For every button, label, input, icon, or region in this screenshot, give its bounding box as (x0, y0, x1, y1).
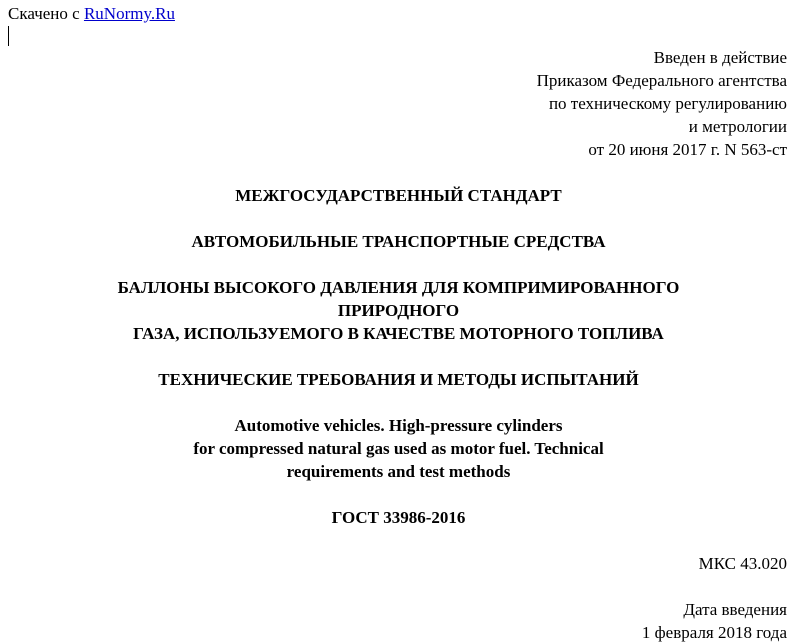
enactment-line: Приказом Федерального агентства (536, 71, 787, 90)
text-cursor (8, 26, 9, 46)
source-line (8, 2, 175, 25)
english-title-line: requirements and test methods (286, 462, 511, 481)
enactment-line: от 20 июня 2017 г. N 563-ст (588, 140, 787, 159)
standard-name-line: ПРИРОДНОГО (337, 301, 460, 320)
mks-code: МКС 43.020 (698, 554, 787, 573)
effective-date-label: Дата введения (683, 600, 787, 619)
standard-name-line: ГАЗА, ИСПОЛЬЗУЕМОГО В КАЧЕСТВЕ МОТОРНОГО ТОПЛИВА (133, 324, 664, 343)
enactment-line: Введен в действие (653, 48, 787, 67)
source-prefix: Скачено с (8, 4, 84, 23)
english-title-line: Automotive vehicles. High-pressure cylinders (234, 416, 563, 435)
standard-code: ГОСТ 33986-2016 (331, 508, 466, 527)
english-title-line: for compressed natural gas used as motor fuel. Technical (193, 439, 604, 458)
subject-heading: АВТОМОБИЛЬНЫЕ ТРАНСПОРТНЫЕ СРЕДСТВА (191, 232, 606, 251)
english-title (0, 414, 790, 483)
standard-name-line: БАЛЛОНЫ ВЫСОКОГО ДАВЛЕНИЯ ДЛЯ КОМПРИМИРОВАННОГО (117, 278, 680, 297)
effective-date-block (642, 598, 787, 644)
standard-name-heading (0, 276, 790, 345)
standard-type-heading: МЕЖГОСУДАРСТВЕННЫЙ СТАНДАРТ (235, 186, 562, 205)
enactment-line: по техническому регулированию (548, 94, 787, 113)
source-link[interactable]: RuNormy.Ru (83, 4, 175, 23)
effective-date-value: 1 февраля 2018 года (641, 623, 787, 642)
enactment-line: и метрологии (688, 117, 787, 136)
enactment-block (537, 46, 787, 161)
standard-subtitle: ТЕХНИЧЕСКИЕ ТРЕБОВАНИЯ И МЕТОДЫ ИСПЫТАНИЙ (158, 370, 639, 389)
